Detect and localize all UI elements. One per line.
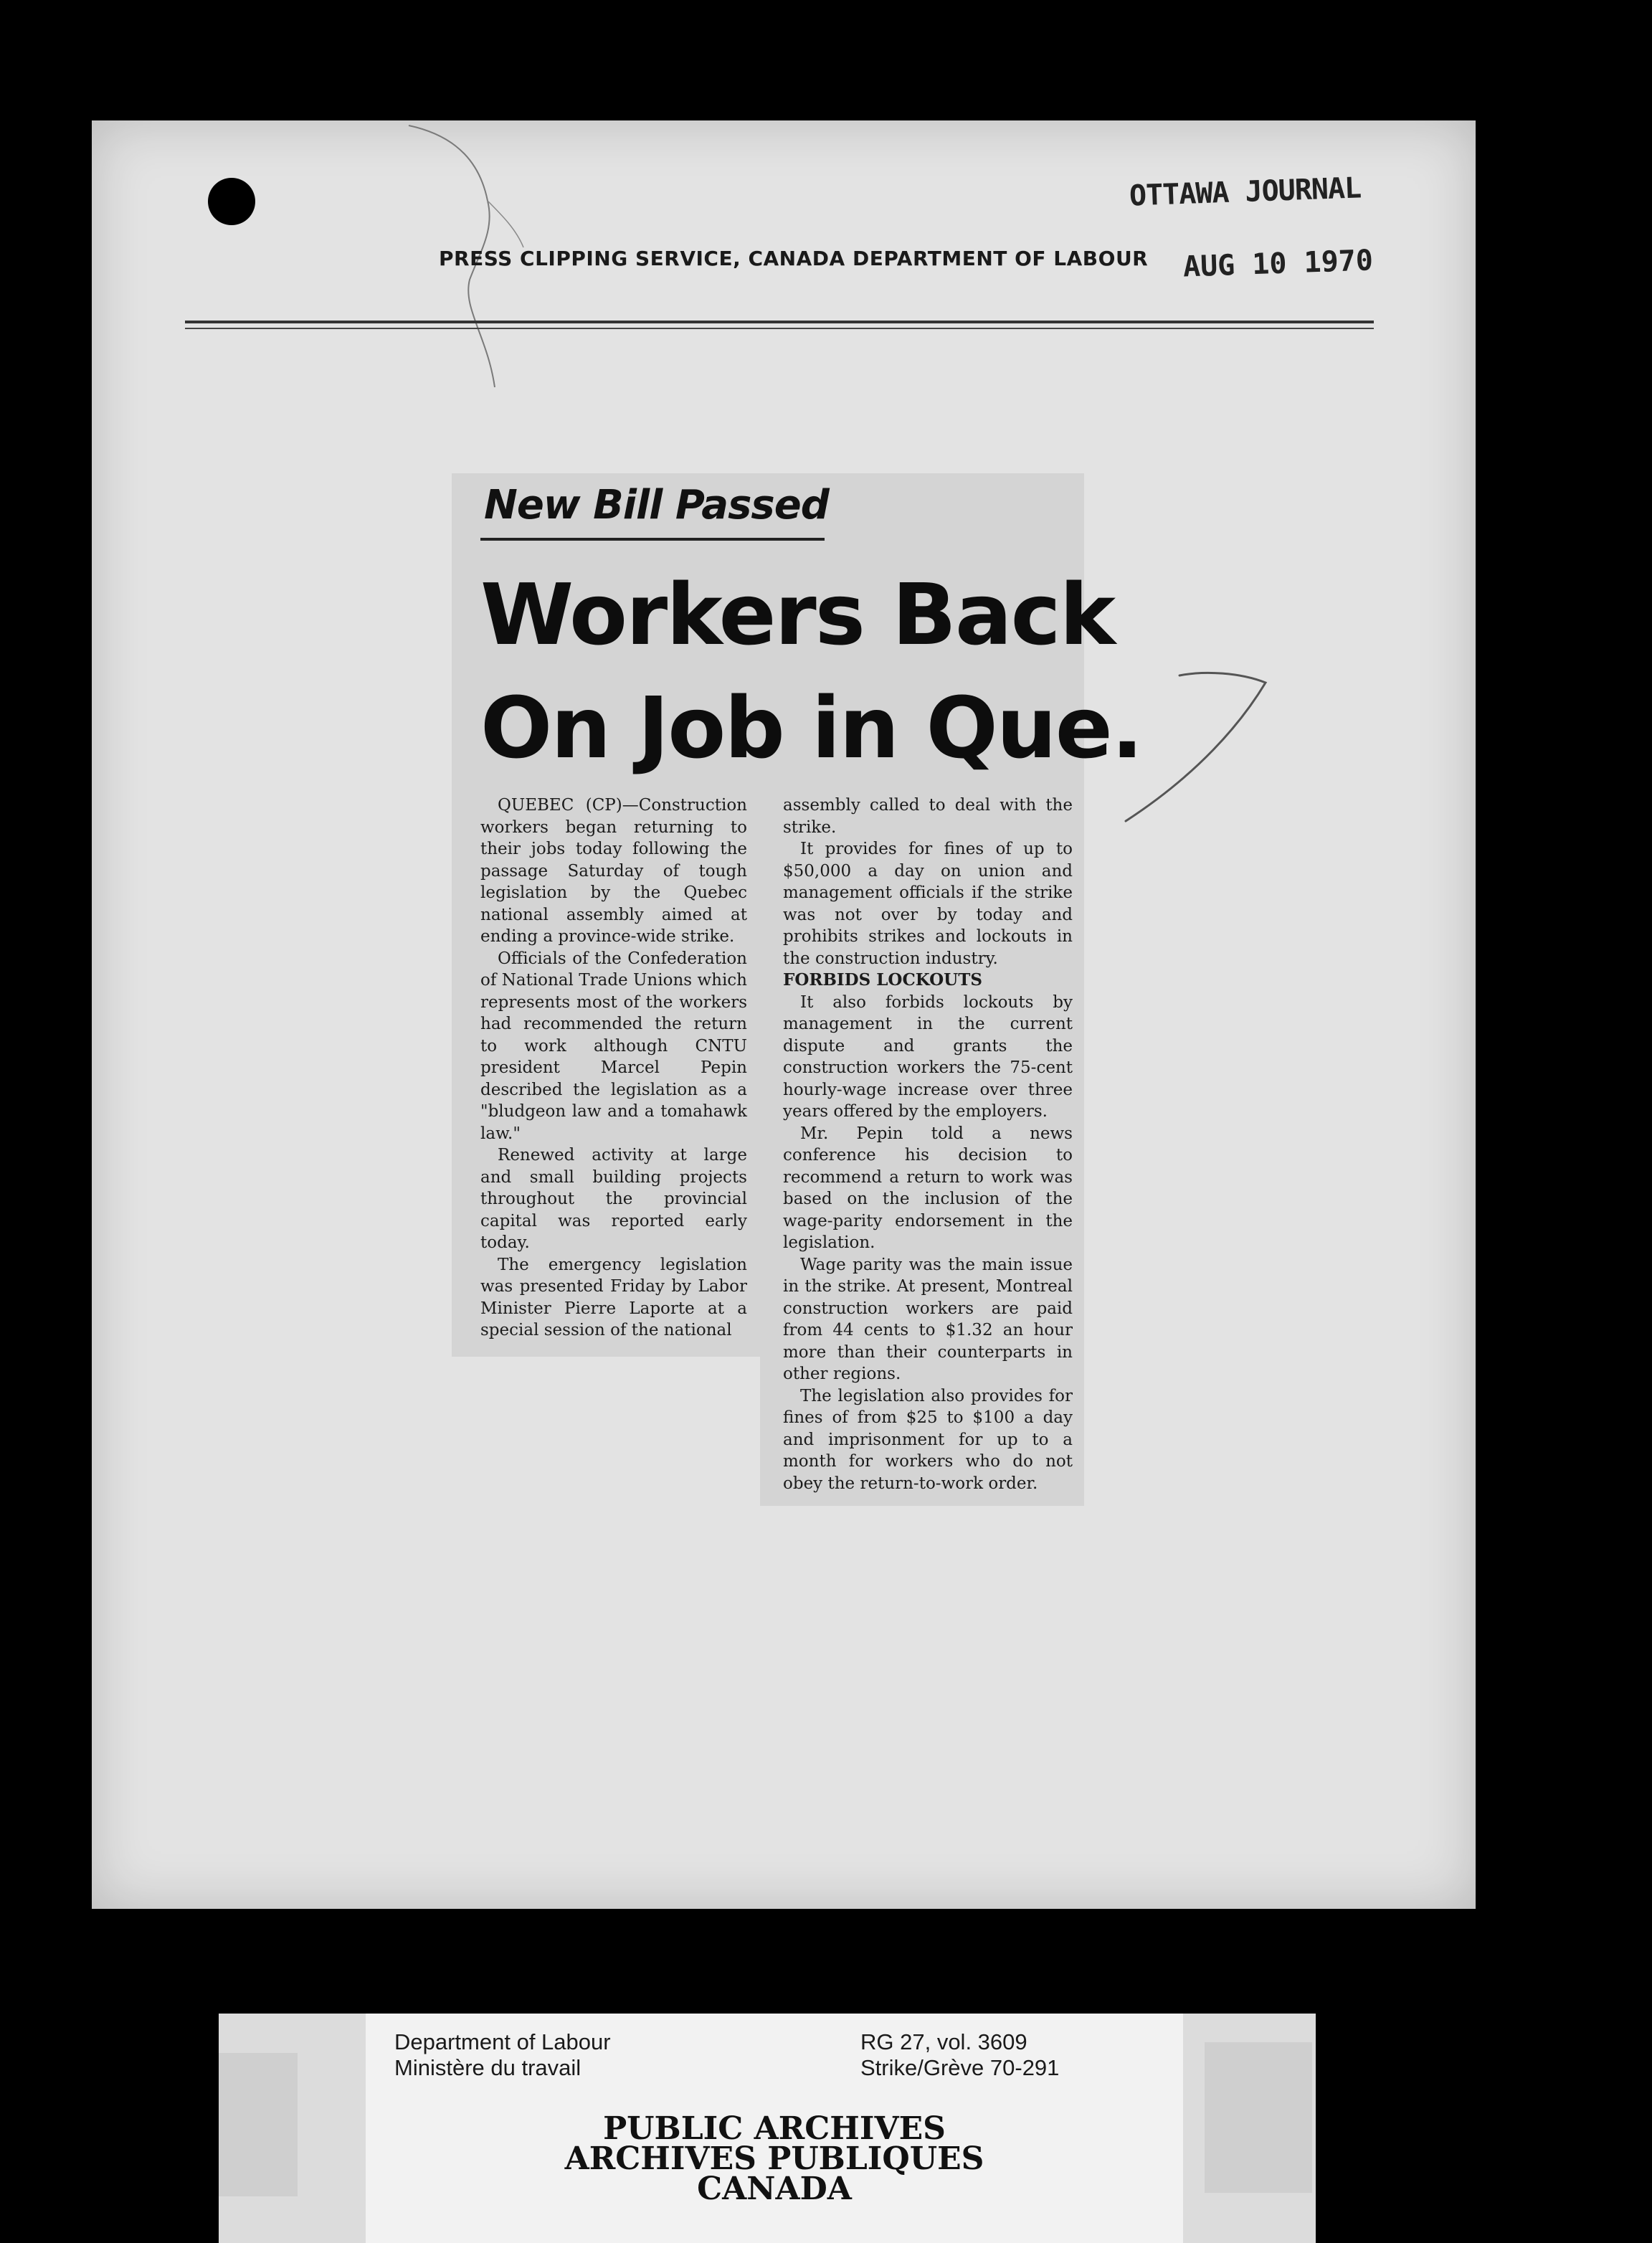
archive-label-strip [219,2014,1316,2243]
department-french: Ministère du travail [394,2055,581,2080]
press-clipping-header: PRESS CLIPPING SERVICE, CANADA DEPARTMENT OF LABOUR [439,247,1149,270]
article-column-right [783,795,1073,1494]
record-group: RG 27, vol. 3609 [860,2029,1027,2054]
date-stamp: AUG 10 1970 [1182,244,1374,284]
department-english: Department of Labour [394,2029,611,2054]
kicker-underline [480,538,825,541]
article-paragraph: The emergency legislation was presented Friday by Labor Minister Pierre Laporte at a special session of the national [480,1255,747,1339]
archive-label [366,2014,1183,2243]
article-paragraph: It provides for fines of up to $50,000 a day on union and management officials if the strike was not over by today and prohibits strikes and lockouts in the construction industry. [783,840,1073,968]
strike-reference: Strike/Grève 70-291 [860,2055,1060,2080]
punch-hole [208,178,255,225]
article-paragraph: Wage parity was the main issue in the strike. At present, Montreal construction workers are paid from 44 cents to $1.32 an hour more than their counterparts in other regions. [783,1255,1073,1383]
label-tab-left [219,2053,298,2196]
label-tab-right [1205,2042,1312,2193]
headline-line-2: On Job in Que. [480,678,1142,777]
pencil-check-mark [1119,667,1276,832]
article-paragraph: It also forbids lockouts by management in the current dispute and grants the construction workers the 75-cent hourly-wage increase over three years offered by the employers. [783,992,1073,1121]
article-paragraph: QUEBEC (CP)—Construction workers began returning to their jobs today following the passage Saturday of tough legislation by the Quebec national assembly aimed at ending a province-wide strike. [480,796,747,946]
article-subhead: FORBIDS LOCKOUTS [783,970,982,990]
archives-line-3: CANADA [697,2171,852,2207]
newspaper-stamp: OTTAWA JOURNAL [1129,171,1362,213]
header-rule [185,321,1374,329]
article-kicker: New Bill Passed [484,482,829,528]
headline-line-1: Workers Back [480,565,1115,664]
article-paragraph: Officials of the Confederation of National Trade Unions which represents most of the workers had recommended the return to work although CNTU president Marcel Pepin described the legislation as a "bludgeon law and a tomahawk law." [480,949,747,1143]
article-headline [480,558,1142,784]
archives-line-1: PUBLIC ARCHIVES [603,2110,946,2147]
archives-line-2: ARCHIVES PUBLIQUES [564,2140,984,2177]
article-paragraph: assembly called to deal with the strike. [783,796,1073,837]
newspaper-clipping [452,473,1142,1506]
article-paragraph: Renewed activity at large and small building projects throughout the provincial capital was reported early today. [480,1146,747,1252]
article-paragraph: The legislation also provides for fines of from $25 to $100 a day and imprisonment for up to a month for workers who do not obey the return-to-work order. [783,1386,1073,1493]
article-paragraph: Mr. Pepin told a news conference his decision to recommend a return to work was based on the inclusion of the wage-parity endorsement in the legislation. [783,1124,1073,1252]
article-column-left [480,795,747,1342]
